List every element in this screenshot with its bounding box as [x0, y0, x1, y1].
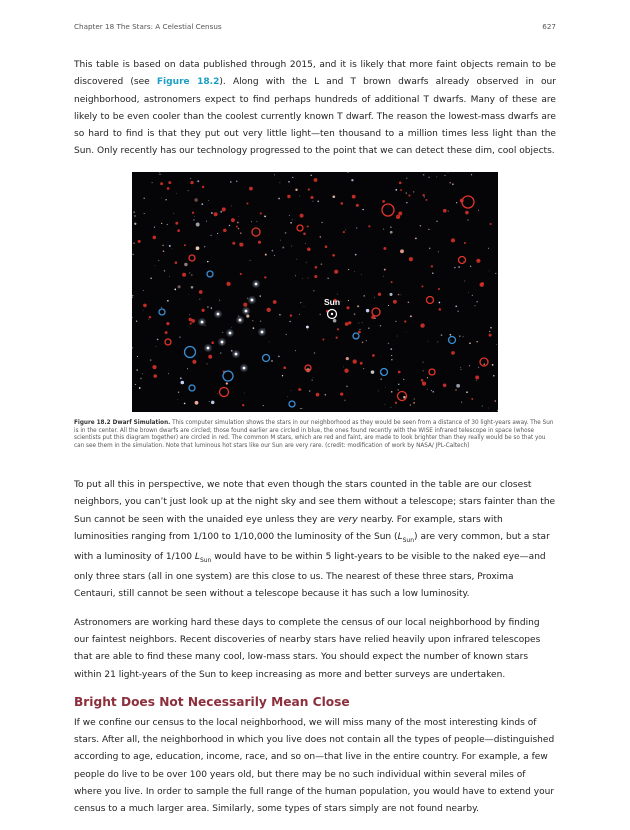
caption-text: This computer simulation shows the stars in our neighborhood as they would be seen from a distance of 30 light-years away. The Sun is in the center. All the brown dwarfs are circled; those found earlier are circled in blue, the ones found recently with the WISE infrared telescope in space (whose scientists put this diagram together) are circled in red. The common M stars, which are red and faint, are made to look brighter than they really would be so that you can see them in the simulation. Note that luminous hot stars like our Sun are very rare. (credit: modification of work by NASA/ JPL-Caltech) [74, 419, 554, 450]
paragraph-4: If we confine our census to the local neighborhood, we will miss many of the most interesting kinds of stars. After all, the neighborhood in which you live does not contain all the types of people—distinguished according to age, education, income, race, and so on—that live in the entire country. For example, a few people do live to be over 100 years old, but there may be no such individual within several miles of where you live. In order to sample the full range of the human population, you would have to extend your census to a much larger area. Similarly, some types of stars simply are not found nearby. [74, 717, 555, 815]
emphasis-very: very [337, 514, 358, 525]
dwarf-simulation-figure [132, 172, 498, 412]
caption-label: Figure 18.2 Dwarf Simulation. [74, 419, 171, 426]
paragraph-1-start: This table is based on data published through 2015, and it is likely that more faint objects remain to be discovered (see [74, 60, 556, 88]
paragraph-2: To put all this in perspective, we note that even though the stars counted in the table are our closest neighbors, you can’t just look up at the night sky and see them without a telescope; stars fainter than the Sun cannot be seen with the unaided eye unless they are very nearby. For example, stars with luminosities ranging from 1/100 to 1/10,000 the luminosity of the Sun $(L_{Sun})$ are very common, but a star with a luminosity of 1/100 $L_{Sun}$ would have to be within 5 light-years to be visible to the naked eye—and only three stars (all in one system) are this close to us. The nearest of these three stars, Proxima Centauri, still cannot be seen without a telescope because it has such a low luminosity. [74, 479, 556, 600]
figure-link[interactable]: Figure 18.2 [156, 77, 220, 88]
starfield-image [132, 172, 498, 412]
luminosity-symbol: L [194, 551, 200, 562]
chapter-title: Chapter 18 The Stars: A Celestial Census [74, 22, 222, 31]
paragraph-1 [74, 57, 556, 161]
paragraph-1-rest: ). Along with the L and T brown dwarfs already observed in our neighborhood, astronomers expect to find perhaps hundreds of additional T dwarfs. Many of these are likely to be even cooler than the coolest currently known T dwarf. The reason the lowest-mass dwarfs are so hard to find is that they put out very little light—ten thousand to a million times less light than the Sun. Only recently has our technology progressed to the point that we can detect these dim, cool objects. [74, 77, 556, 157]
luminosity-symbol: L [397, 531, 403, 542]
sun-label: Sun [323, 296, 341, 307]
figure-caption [74, 420, 556, 451]
page-header [74, 22, 556, 34]
section-heading: Bright Does Not Necessarily Mean Close [74, 694, 350, 709]
page-content [74, 57, 556, 830]
paragraph-3: Astronomers are working hard these days to complete the census of our local neighborhood by finding our faintest neighbors. Recent discoveries of nearby stars have relied heavily upon infrared telescopes that are able to find these many cool, low-mass stars. You should expect the number of known stars within 21 light-years of the Sun to keep increasing as more and better surveys are undertaken. [74, 617, 541, 680]
page-number: 627 [542, 22, 556, 31]
